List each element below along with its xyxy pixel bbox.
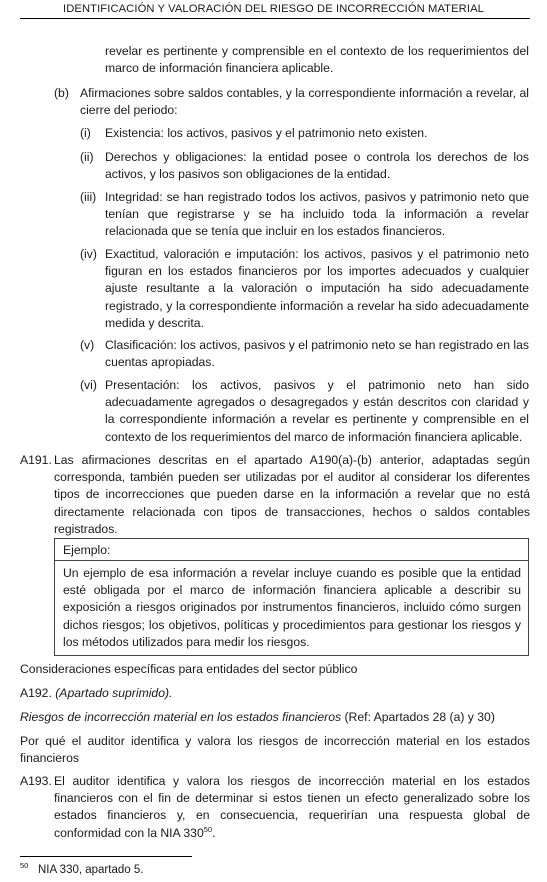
item-b — [54, 85, 529, 119]
paragraph-number: A192. — [20, 686, 52, 700]
example-box-title: Ejemplo: — [55, 539, 528, 561]
footnote-reference: 50 — [203, 824, 213, 834]
subitem-label: (iv) — [80, 247, 97, 261]
subitem-iv — [80, 246, 529, 332]
public-sector-heading: Consideraciones específicas para entidades del sector público — [20, 662, 358, 676]
example-box-body: Un ejemplo de esa información a revelar incluye cuando es posible que la entidad esté obligada por el marco de información financiera aplicable a describir su exposición a riesgos originados por instrumentos financieros, incluido cómo surgen dichos riesgos; los objetivos, políticas y procedimientos para gestionar los riesgos y los métodos utilizados para medir los riesgos. — [63, 566, 521, 649]
risks-heading — [20, 709, 530, 726]
subitem-label: (i) — [80, 126, 91, 140]
subitem-ii — [80, 149, 529, 183]
subitem-label: (iii) — [80, 190, 97, 204]
page-header: IDENTIFICACIÓN Y VALORACIÓN DEL RIESGO DE INCORRECCIÓN MATERIAL — [63, 3, 484, 15]
footnote-divider — [20, 856, 192, 857]
subitem-vi — [80, 377, 529, 446]
subitem-i — [80, 125, 529, 142]
subitem-label: (vi) — [80, 378, 97, 392]
risks-heading-ref: (Ref: Apartados 28 (a) y 30) — [341, 710, 495, 724]
continuation-text: revelar es pertinente y comprensible en el contexto de los requerimientos del marco de información financiera aplicable. — [105, 44, 529, 76]
subitem-iii — [80, 189, 529, 241]
footnote-number: 50 — [20, 861, 29, 870]
subitem-v — [80, 337, 529, 371]
subitem-text: Presentación: los activos, pasivos y el patrimonio neto han sido adecuadamente agregados o desagregados y están descritos con claridad y la correspondiente información a revelar es pertinente y comprensible en el contexto de los requerimientos del marco de información financiera aplicable. — [105, 378, 529, 444]
paragraph-number: A193. — [20, 774, 52, 788]
risks-heading-title: Riesgos de incorrección material en los estados financieros — [20, 710, 342, 724]
footnote — [20, 862, 143, 879]
paragraph-text: Las afirmaciones descritas en el apartado A190(a)-(b) anterior, adaptadas según corresponda, también pueden ser utilizadas por el auditor al considerar los diferentes tipos de incorrecciones que pueden darse en la información a revelar que no está directamente relacionada con tipos de transacciones, hechos o saldos contables registrados. — [54, 453, 530, 536]
subitem-text: Derechos y obligaciones: la entidad posee o controla los derechos de los activos, y los pasivos son obligaciones de la entidad. — [105, 150, 529, 182]
subitem-text: Exactitud, valoración e imputación: los activos, pasivos y el patrimonio neto figuran en los estados financieros por los importes adecuados y cualquier ajuste resultante a la valoración o imputación ha sido adecuadamente registrado, y la correspondiente información a revelar ha sido adecuadamente medida y descrita. — [105, 247, 529, 330]
paragraph-text: (Apartado suprimido). — [55, 686, 173, 700]
subitem-text: Existencia: los activos, pasivos y el patrimonio neto existen. — [105, 126, 428, 140]
paragraph-a192 — [20, 685, 530, 702]
paragraph-body: El auditor identifica y valora los riesgos de incorrección material en los estados financieros con el fin de determinar si estos tienen un efecto generalizado sobre los estados financieros y, en consecuencia, requerirían una respuesta global de conformidad con la NIA 330 — [54, 774, 530, 840]
paragraph-a191 — [20, 452, 530, 538]
example-box — [54, 538, 529, 656]
item-b-label: (b) — [54, 86, 69, 100]
subitem-text: Integridad: se han registrado todos los activos, pasivos y patrimonio neto que tenían que registrarse y se ha incluido toda la información a revelar relacionada que se tenía que incluir en los estados financieros. — [105, 190, 529, 239]
subitem-label: (v) — [80, 338, 95, 352]
paragraph-number: A191. — [20, 453, 52, 467]
footnote-text: NIA 330, apartado 5. — [37, 864, 144, 876]
paragraph-text — [54, 773, 530, 842]
item-b-text: Afirmaciones sobre saldos contables, y la correspondiente información a revelar, al cierre del periodo: — [80, 86, 529, 118]
paragraph-a193 — [20, 773, 530, 842]
subitem-label: (ii) — [80, 150, 94, 164]
header-divider — [20, 18, 530, 19]
subitem-text: Clasificación: los activos, pasivos y el patrimonio neto se han registrado en las cuentas apropiadas. — [105, 338, 529, 370]
paragraph-end: . — [212, 825, 216, 840]
why-heading: Por qué el auditor identifica y valora los riesgos de incorrección material en los estados financieros — [20, 734, 530, 766]
